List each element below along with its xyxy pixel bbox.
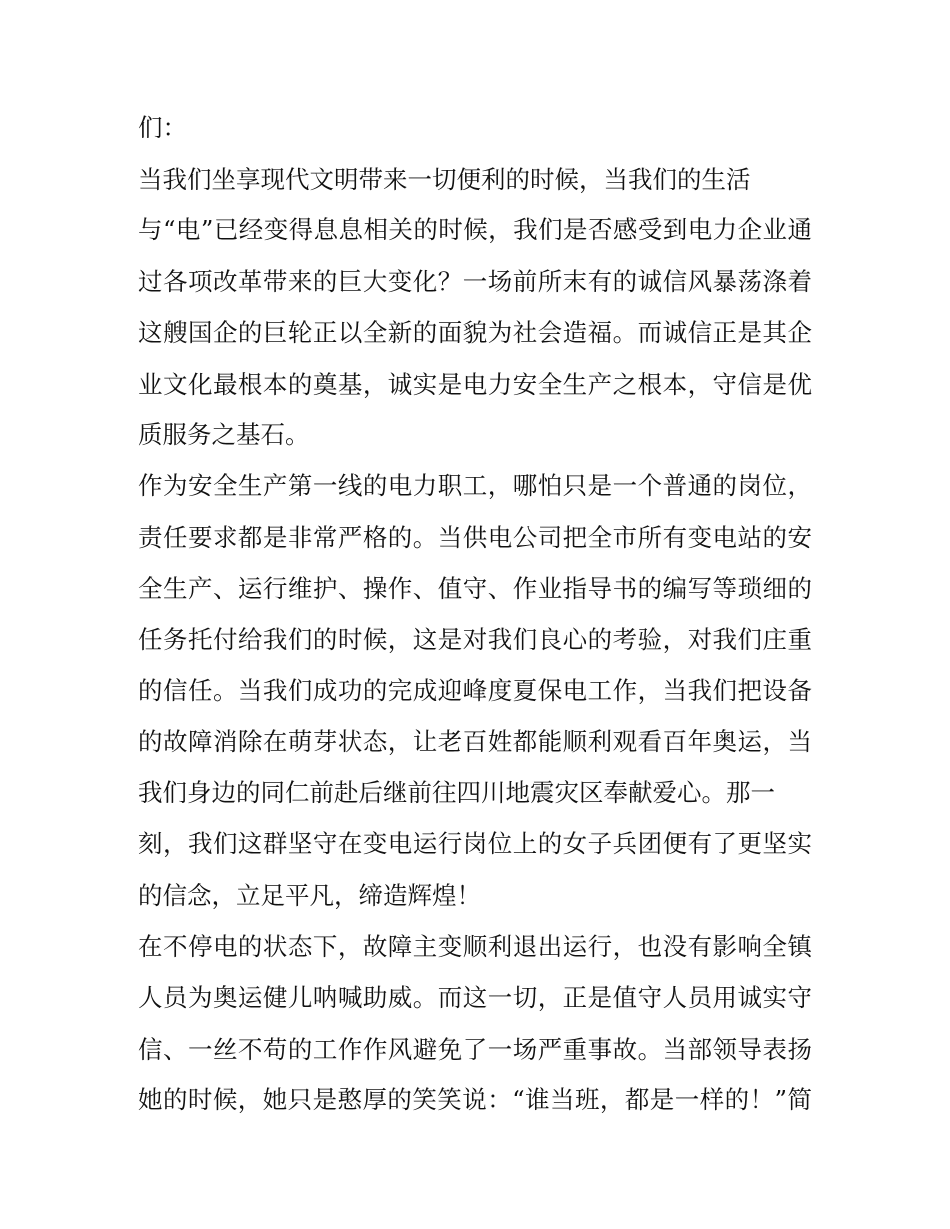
text-line: 任务托付给我们的时候，这是对我们良心的考验，对我们庄重 [138,625,812,654]
text-line: 信、一丝不苟的工作作风避免了一场严重事故。当部领导表扬 [138,1035,812,1064]
text-line: 业文化最根本的奠基，诚实是电力安全生产之根本，守信是优 [138,370,812,399]
text-line: 们： [138,113,187,142]
text-line: 的信任。当我们成功的完成迎峰度夏保电工作，当我们把设备 [138,676,812,705]
text-line: 过各项改革带来的巨大变化？一场前所末有的诚信风暴荡涤着 [138,267,812,296]
text-line: 作为安全生产第一线的电力职工，哪怕只是一个普通的岗位， [138,471,812,500]
text-line: 在不停电的状态下，故障主变顺利退出运行，也没有影响全镇 [138,932,812,961]
text-line: 当我们坐享现代文明带来一切便利的时候，当我们的生活 [138,165,751,194]
text-line: 刻，我们这群坚守在变电运行岗位上的女子兵团便有了更坚实 [138,829,812,858]
text-line: 人员为奥运健儿呐喊助威。而这一切，正是值守人员用诚实守 [138,983,812,1012]
text-line: 质服务之基石。 [138,420,310,449]
text-line: 她的时候，她只是憨厚的笑笑说：“谁当班，都是一样的！”简 [138,1085,812,1114]
text-line: 的故障消除在萌芽状态，让老百姓都能顺利观看百年奥运，当 [138,727,812,756]
text-line: 这艘国企的巨轮正以全新的面貌为社会造福。而诚信正是其企 [138,318,812,347]
text-line: 与“电”已经变得息息相关的时候，我们是否感受到电力企业通 [138,215,812,244]
text-line: 的信念，立足平凡，缔造辉煌！ [138,881,481,910]
text-line: 我们身边的同仁前赴后继前往四川地震灾区奉献爱心。那一 [138,778,775,807]
text-line: 责任要求都是非常严格的。当供电公司把全市所有变电站的安 [138,523,812,552]
text-line: 全生产、运行维护、操作、值守、作业指导书的编写等琐细的 [138,574,812,603]
